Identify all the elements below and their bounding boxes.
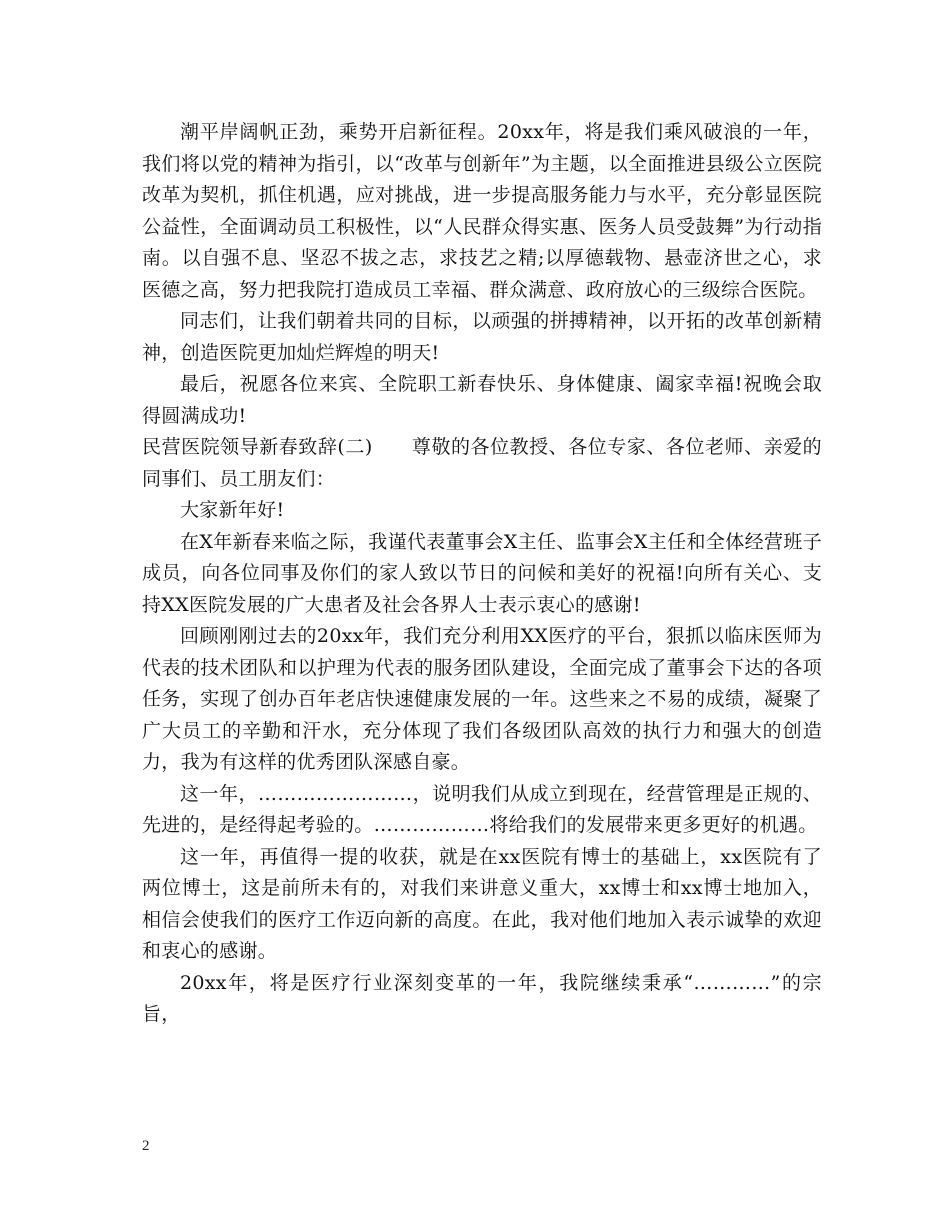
- page-number: 2: [142, 1138, 150, 1154]
- paragraph: 最后，祝愿各位来宾、全院职工新春快乐、身体健康、阖家幸福!祝晚会取得圆满成功!: [142, 373, 822, 427]
- document-body: [142, 117, 822, 1031]
- paragraph: 这一年，再值得一提的收获，就是在xx医院有博士的基础上，xx医院有了两位博士，这是前所未有的，对我们来讲意义重大，xx博士和xx博士地加入，相信会使我们的医疗工作迈向新的高度。在此，我对他们地加入表示诚挚的欢迎和衷心的感谢。: [142, 845, 822, 962]
- paragraph: 同志们，让我们朝着共同的目标，以顽强的拼搏精神，以开拓的改革创新精神，创造医院更加灿烂辉煌的明天!: [142, 310, 822, 364]
- paragraph: 回顾刚刚过去的20xx年，我们充分利用XX医疗的平台，狠抓以临床医师为代表的技术团队和以护理为代表的服务团队建设，全面完成了董事会下达的各项任务，实现了创办百年老店快速健康发展的一年。这些来之不易的成绩，凝聚了广大员工的辛勤和汗水，充分体现了我们各级团队高效的执行力和强大的创造力，我为有这样的优秀团队深感自豪。: [142, 625, 822, 773]
- paragraph: 20xx年，将是医疗行业深刻变革的一年，我院继续秉承“…………”的宗旨，: [142, 971, 822, 1025]
- section-heading-line: 民营医院领导新春致辞(二) 尊敬的各位教授、各位专家、各位老师、亲爱的同事们、员工朋友们：: [142, 436, 822, 490]
- paragraph: 大家新年好!: [180, 499, 285, 521]
- paragraph: 在X年新春来临之际，我谨代表董事会X主任、监事会X主任和全体经营班子成员，向各位同事及你们的家人致以节日的问候和美好的祝福!向所有关心、支持XX医院发展的广大患者及社会各界人士表示衷心的感谢!: [142, 530, 822, 616]
- paragraph: 潮平岸阔帆正劲，乘势开启新征程。20xx年，将是我们乘风破浪的一年，我们将以党的精神为指引，以“改革与创新年”为主题，以全面推进县级公立医院改革为契机，抓住机遇，应对挑战，进一步提高服务能力与水平，充分彰显医院公益性，全面调动员工积极性，以“人民群众得实惠、医务人员受鼓舞”为行动指南。以自强不息、坚忍不拔之志，求技艺之精;以厚德载物、悬壶济世之心，求医德之高，努力把我院打造成员工幸福、群众满意、政府放心的三级综合医院。: [142, 121, 822, 301]
- paragraph: 这一年，……………………，说明我们从成立到现在，经营管理是正规的、先进的，是经得起考验的。………………将给我们的发展带来更多更好的机遇。: [142, 782, 822, 836]
